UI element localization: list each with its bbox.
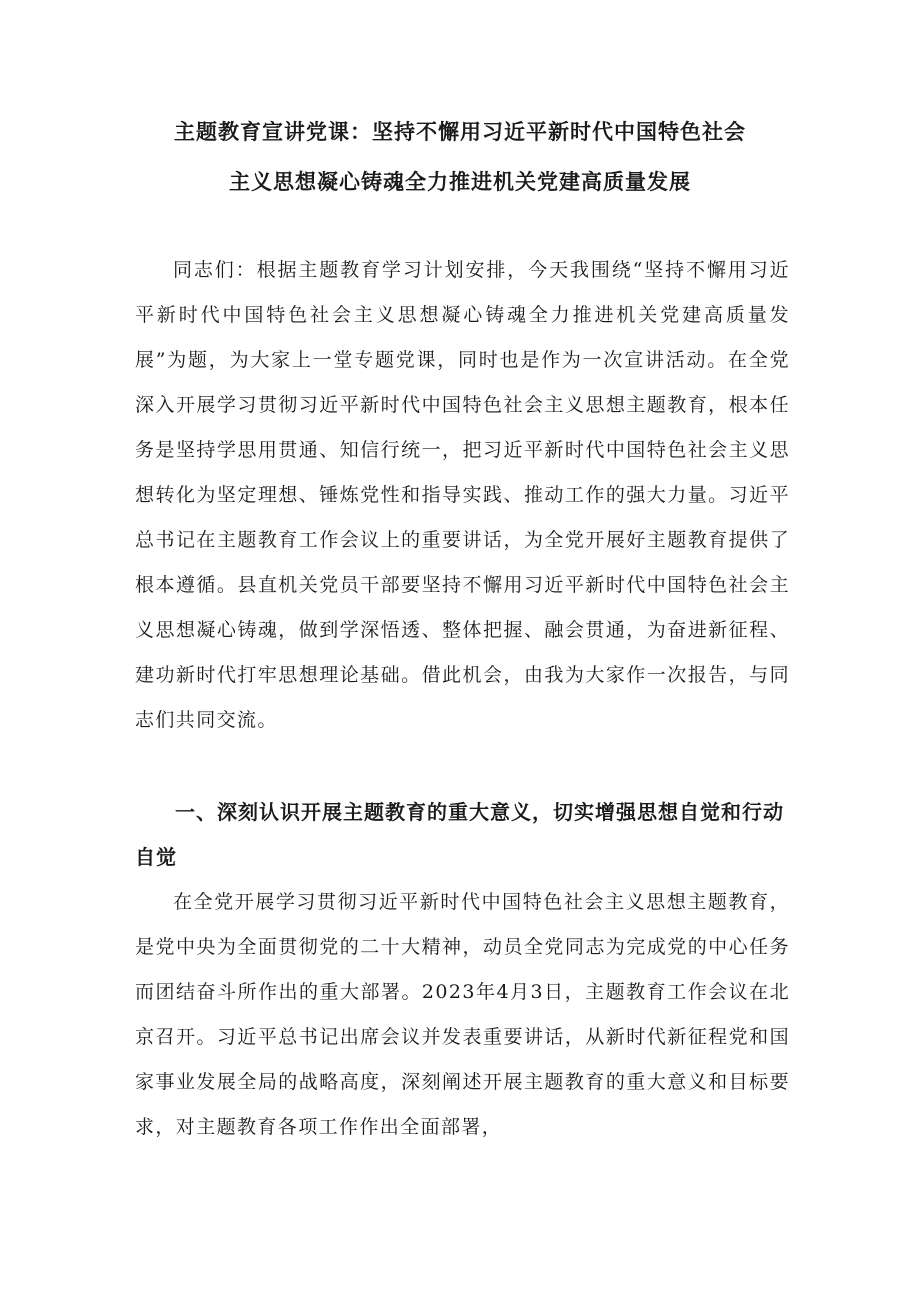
section-1-heading: 一、深刻认识开展主题教育的重大意义，切实增强思想自觉和行动自觉 bbox=[135, 800, 784, 869]
document-title-line-2: 主义思想凝心铸魂全力推进机关党建高质量发展 bbox=[229, 170, 691, 194]
section-1-paragraph: 在全党开展学习贯彻习近平新时代中国特色社会主义思想主题教育，是党中央为全面贯彻党的二十大精神，动员全党同志为完成党的中心任务而团结奋斗所作出的重大部署。2023年4月3日，主题教育工作会议在北京召开。习近平总书记出席会议并发表重要讲话，从新时代新征程党和国家事业发展全局的战略高度，深刻阐述开展主题教育的重大意义和目标要求，对主题教育各项工作作出全面部署， bbox=[135, 891, 790, 1138]
document-title-line-1: 主题教育宣讲党课：坚持不懈用习近平新时代中国特色社会 bbox=[174, 120, 746, 144]
section-1-body bbox=[135, 880, 790, 1150]
intro-paragraph: 同志们：根据主题教育学习计划安排，今天我围绕“坚持不懈用习近平新时代中国特色社会主义思想凝心铸魂全力推进机关党建高质量发展”为题，为大家上一堂专题党课，同时也是作为一次宣讲活动。在全党深入开展学习贯彻习近平新时代中国特色社会主义思想主题教育，根本任务是坚持学思用贯通、知信行统一，把习近平新时代中国特色社会主义思想转化为坚定理想、锤炼党性和指导实践、推动工作的强大力量。习近平总书记在主题教育工作会议上的重要讲话，为全党开展好主题教育提供了根本遵循。县直机关党员干部要坚持不懈用习近平新时代中国特色社会主义思想凝心铸魂，做到学深悟透、整体把握、融会贯通，为奋进新征程、建功新时代打牢思想理论基础。借此机会，由我为大家作一次报告，与同志们共同交流。 bbox=[135, 259, 790, 731]
intro-section bbox=[135, 248, 790, 743]
